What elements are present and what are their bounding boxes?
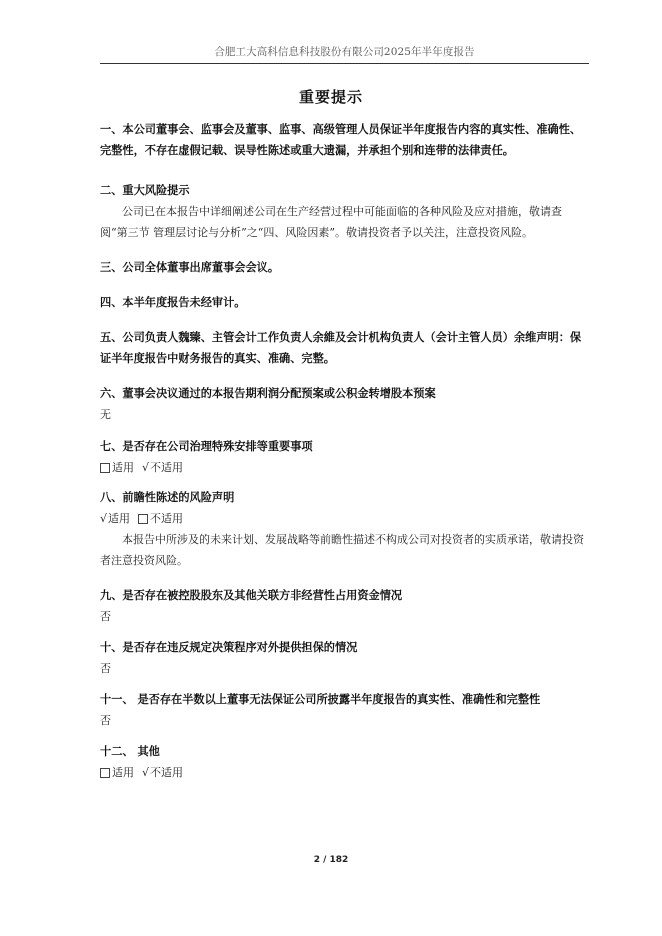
checkmark-icon: √: [100, 512, 108, 525]
section-body: 公司已在本报告中详细阐述公司在生产经营过程中可能面临的各种风险及应对措施，敬请查阅“第三节 管理层讨论与分析”之“四、风险因素”。敬请投资者予以关注，注意投资风险。: [100, 205, 562, 239]
option-applicable-label: 适用: [112, 766, 134, 779]
section-heading: 十二、 其他: [100, 745, 160, 758]
section-answer: 否: [100, 662, 111, 675]
section-1: [100, 119, 589, 161]
unchecked-box-icon: [100, 768, 110, 778]
section-8: [100, 487, 589, 571]
page-title: 重要提示: [298, 88, 363, 106]
checkmark-icon: √: [142, 461, 150, 474]
section-6: [100, 383, 589, 425]
section-heading: 一、本公司董事会、监事会及董事、监事、高级管理人员保证半年度报告内容的真实性、准确性、完整性，不存在虚假记载、误导性陈述或重大遗漏，并承担个别和连带的法律责任。: [100, 123, 582, 157]
applicability-options: [100, 762, 589, 783]
section-heading: 七、是否存在公司治理特殊安排等重要事项: [100, 440, 313, 453]
document-body: [100, 119, 589, 783]
option-applicable-label: 适用: [108, 512, 131, 525]
section-3: [100, 257, 589, 278]
checkmark-icon: √: [142, 766, 150, 779]
unchecked-box-icon: [138, 514, 148, 524]
header-divider: [100, 63, 589, 64]
applicability-options: [100, 508, 589, 529]
section-heading: 四、本半年度报告未经审计。: [100, 296, 246, 309]
section-heading: 十一、 是否存在半数以上董事无法保证公司所披露半年度报告的真实性、准确性和完整性: [100, 693, 541, 706]
running-header: 合肥工大高科信息科技股份有限公司2025年半年度报告: [214, 46, 475, 58]
section-heading: 十、是否存在违反规定决策程序对外提供担保的情况: [100, 641, 358, 654]
option-not-applicable-label: 不适用: [150, 461, 184, 474]
section-4: [100, 292, 589, 313]
section-2: [100, 180, 589, 243]
section-10: [100, 637, 589, 679]
section-body: 本报告中所涉及的未来计划、发展战略等前瞻性描述不构成公司对投资者的实质承诺，敬请投资者注意投资风险。: [100, 533, 584, 567]
section-heading: 五、公司负责人魏臻、主管会计工作负责人余維及会计机构负责人（会计主管人员）余维声明：保证半年度报告中财务报告的真实、准确、完整。: [100, 331, 582, 365]
page-number: 2 / 182: [313, 855, 349, 865]
applicability-options: [100, 457, 589, 478]
section-9: [100, 585, 589, 627]
unchecked-box-icon: [100, 463, 110, 473]
section-11: [100, 689, 589, 731]
section-heading: 九、是否存在被控股股东及其他关联方非经营性占用资金情况: [100, 589, 403, 602]
section-heading: 六、董事会决议通过的本报告期利润分配预案或公积金转增股本预案: [100, 387, 436, 400]
section-7: [100, 436, 589, 478]
section-heading: 三、公司全体董事出席董事会会议。: [100, 261, 280, 274]
section-5: [100, 327, 589, 369]
option-not-applicable-label: 不适用: [150, 512, 184, 525]
option-applicable-label: 适用: [112, 461, 134, 474]
section-heading: 二、重大风险提示: [100, 184, 190, 197]
section-answer: 否: [100, 714, 111, 727]
section-answer: 无: [100, 408, 111, 421]
section-answer: 否: [100, 610, 111, 623]
option-not-applicable-label: 不适用: [150, 766, 184, 779]
section-heading: 八、前瞻性陈述的风险声明: [100, 491, 235, 504]
section-12: [100, 741, 589, 783]
